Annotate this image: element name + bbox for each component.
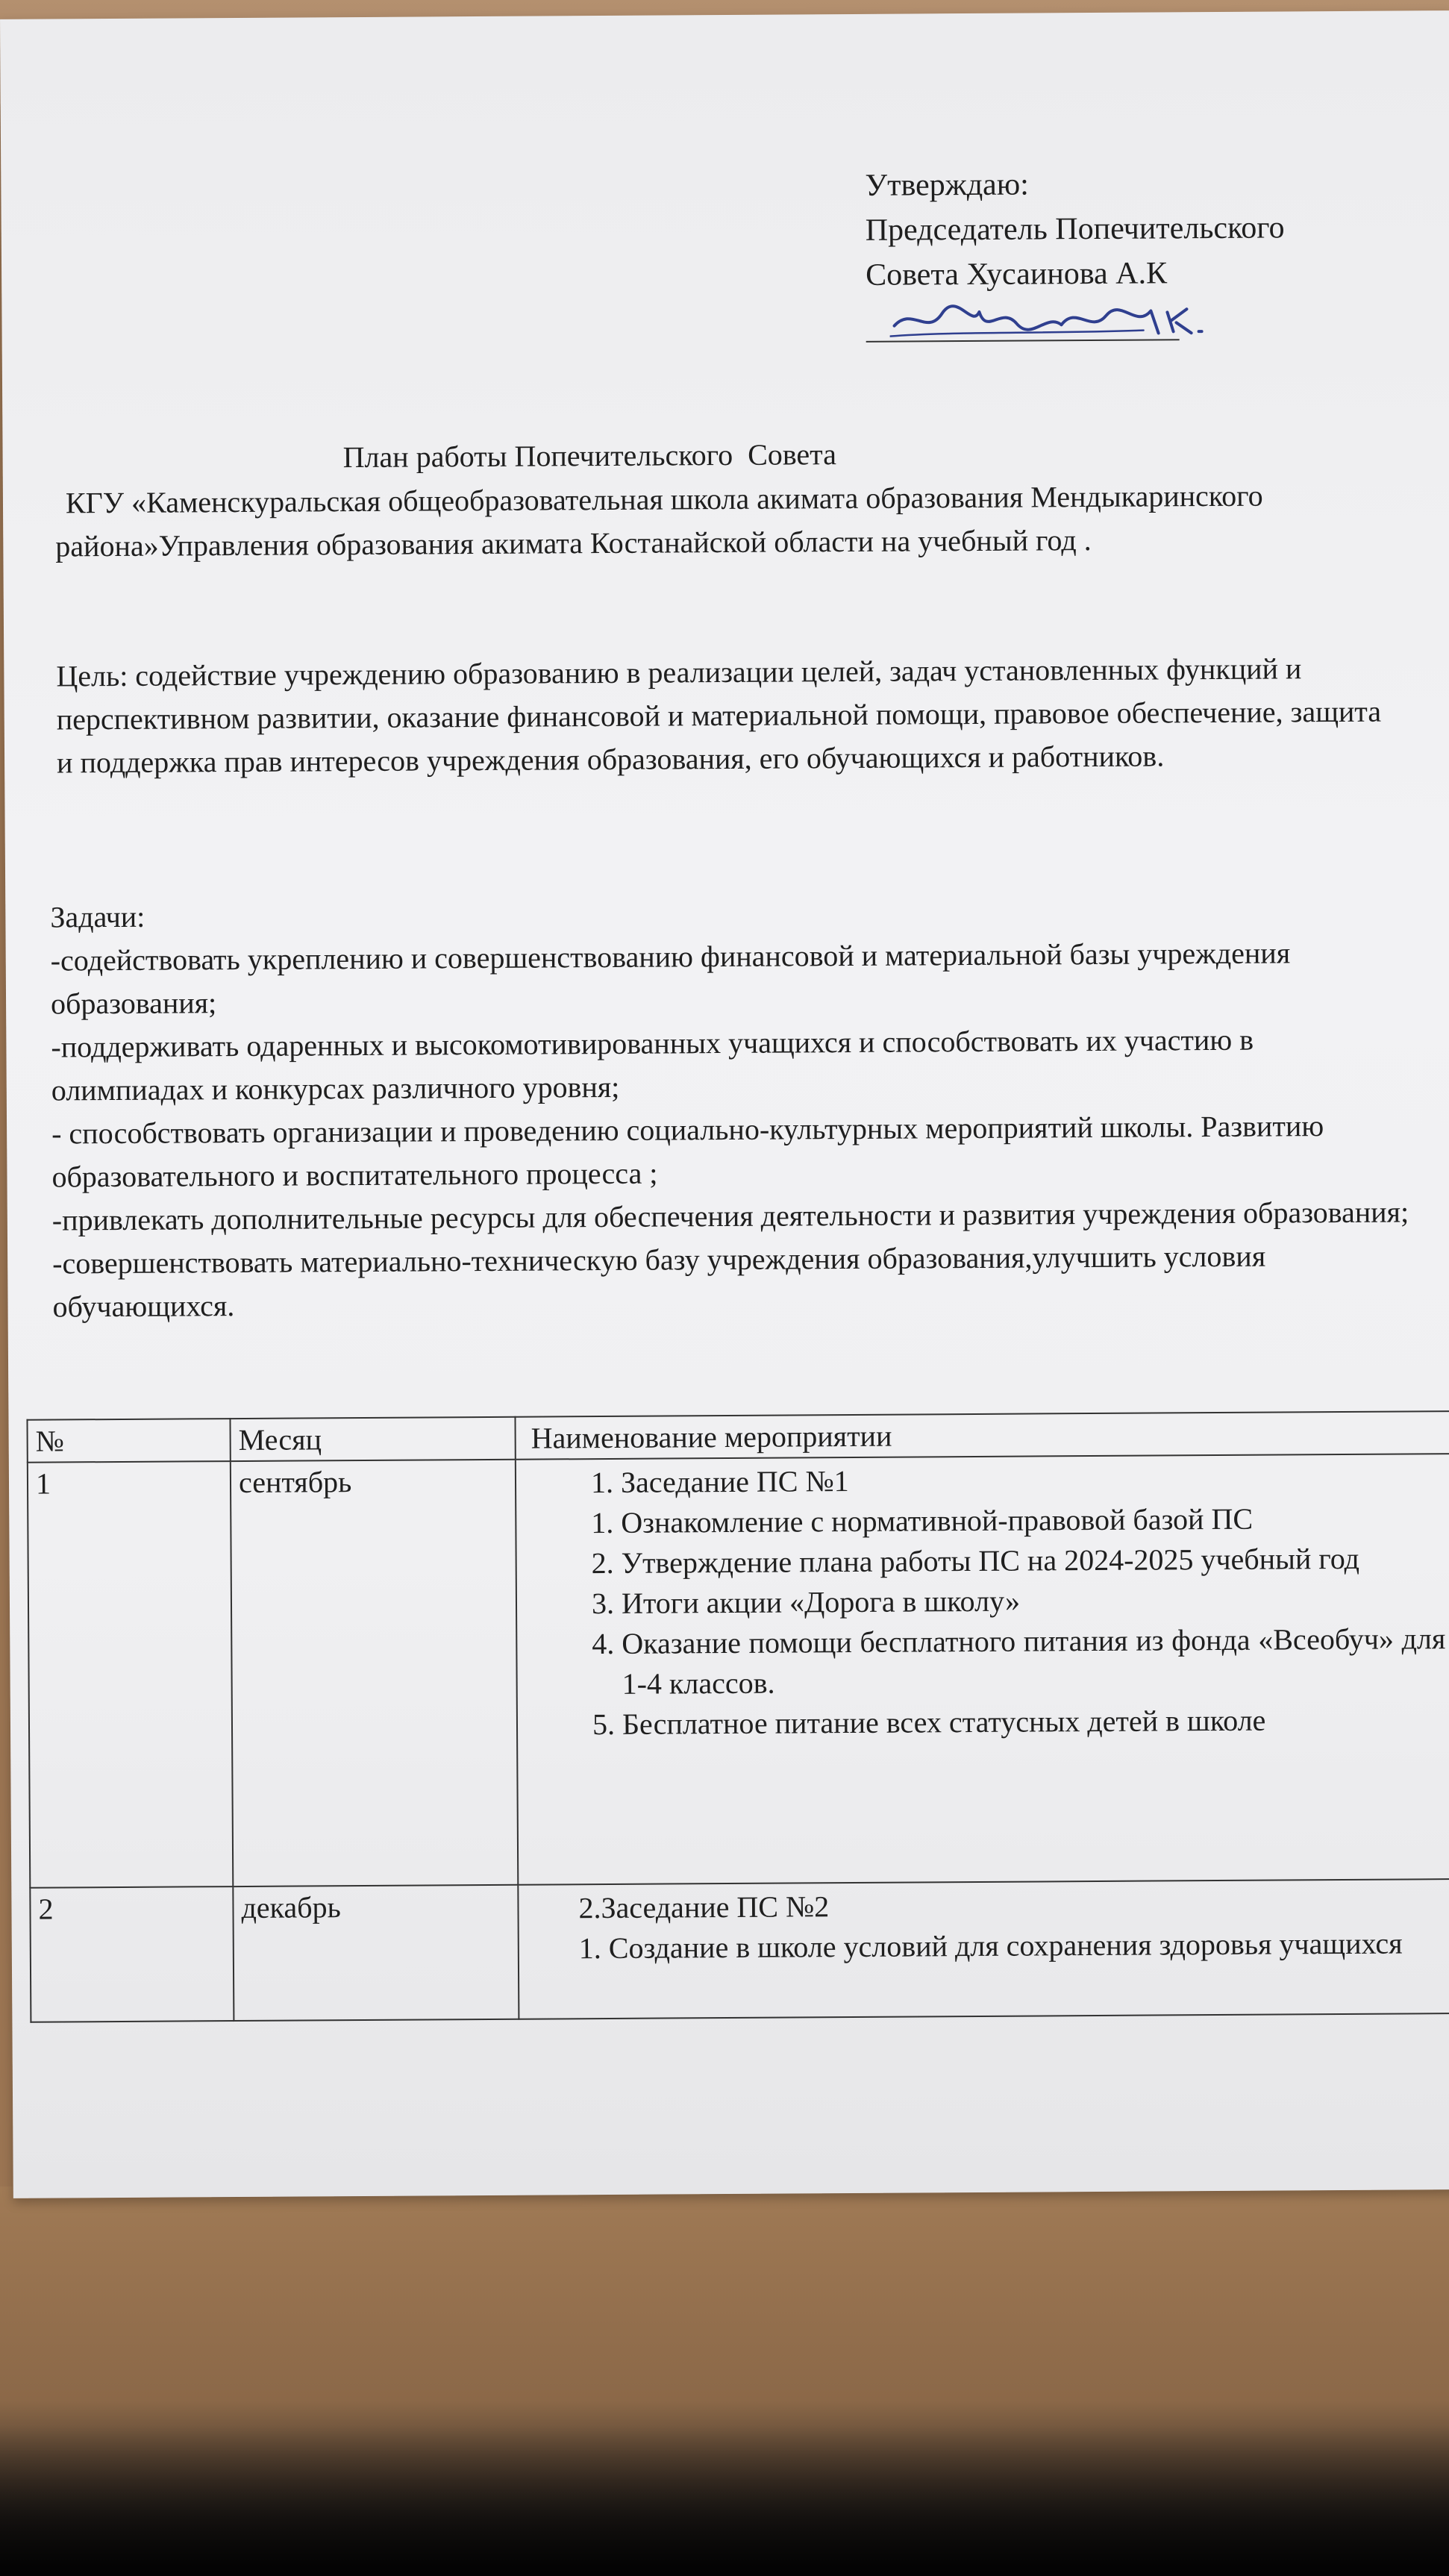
intro-paragraph: КГУ «Каменскуральская общеобразовательная школа акимата образования Мендыкаринского района»Управления образования акимата Костанайской области на учебный год . <box>55 478 1263 563</box>
approval-line-2: Председатель Попечительского <box>865 210 1285 248</box>
row-number: 2 <box>30 1886 234 2022</box>
meeting-title: 2.Заседание ПС №2 <box>578 1889 830 1925</box>
row-month: декабрь <box>233 1885 519 2021</box>
row-number: 1 <box>28 1461 233 1888</box>
document-page <box>0 10 1449 2198</box>
agenda-list <box>524 1498 1446 1745</box>
meeting-title: 1. Заседание ПС №1 <box>621 1457 1445 1503</box>
tasks-heading: Задачи: <box>50 899 145 934</box>
task-item: -совершенствовать материально-техническую базу учреждения образования,улучшить условия обучающихся. <box>52 1239 1266 1324</box>
table-row <box>30 1879 1449 2022</box>
agenda-item: 4. Оказание помощи бесплатного питания из фонда «Всеобуч» для 1-4 классов. <box>622 1619 1446 1704</box>
agenda-item: 5. Бесплатное питание всех статусных детей в школе <box>622 1699 1446 1745</box>
task-item: -привлекать дополнительные ресурсы для обеспечения деятельности и развития учреждения образования; <box>51 1195 1409 1237</box>
agenda-item: 2. Утверждение плана работы ПС на 2024-2025 учебный год <box>622 1538 1445 1584</box>
task-item: - способствовать организации и проведению социально-культурных мероприятий школы. Развитию образовательного и воспитательного процесса ; <box>51 1109 1324 1194</box>
header-month: Месяц <box>230 1417 515 1461</box>
row-activities <box>518 1879 1449 2019</box>
meeting-list <box>524 1457 1445 1504</box>
row-month: сентябрь <box>231 1460 518 1886</box>
desk-shadow <box>0 2425 1449 2576</box>
task-item: -содействовать укреплению и совершенствованию финансовой и материальной базы учреждения образования; <box>50 936 1291 1021</box>
document-title: План работы Попечительского Совета <box>342 437 837 475</box>
header-activities: Наименование мероприятии <box>515 1411 1449 1460</box>
agenda-item: 1. Ознакомление с нормативной-правовой базой ПС <box>621 1498 1445 1543</box>
plan-table <box>26 1410 1449 2023</box>
approval-line-1: Утверждаю: <box>865 167 1029 203</box>
approval-block <box>865 160 1403 297</box>
task-item: -поддерживать одаренных и высокомотивированных учащихся и способствовать их участию в олимпиадах и конкурсах различного уровня; <box>51 1022 1254 1107</box>
tasks-section <box>50 887 1411 1328</box>
row-activities <box>516 1454 1449 1885</box>
goal-paragraph: Цель: содействие учреждению образованию в реализации целей, задач установленных функций и перспективном развитии, оказание финансовой и материальной помощи, правовое обеспечение, защита и поддержка прав интересов учреждения образования, его обучающихся и работников. <box>56 651 1382 780</box>
approval-line-3: Совета Хусаинова А.К <box>865 256 1168 293</box>
header-number: № <box>27 1419 230 1463</box>
table-row <box>28 1454 1449 1888</box>
agenda-item: 3. Итоги акции «Дорога в школу» <box>622 1578 1445 1624</box>
agenda-item: 1. Создание в школе условий для сохранения здоровья учащихся <box>578 1926 1403 1966</box>
